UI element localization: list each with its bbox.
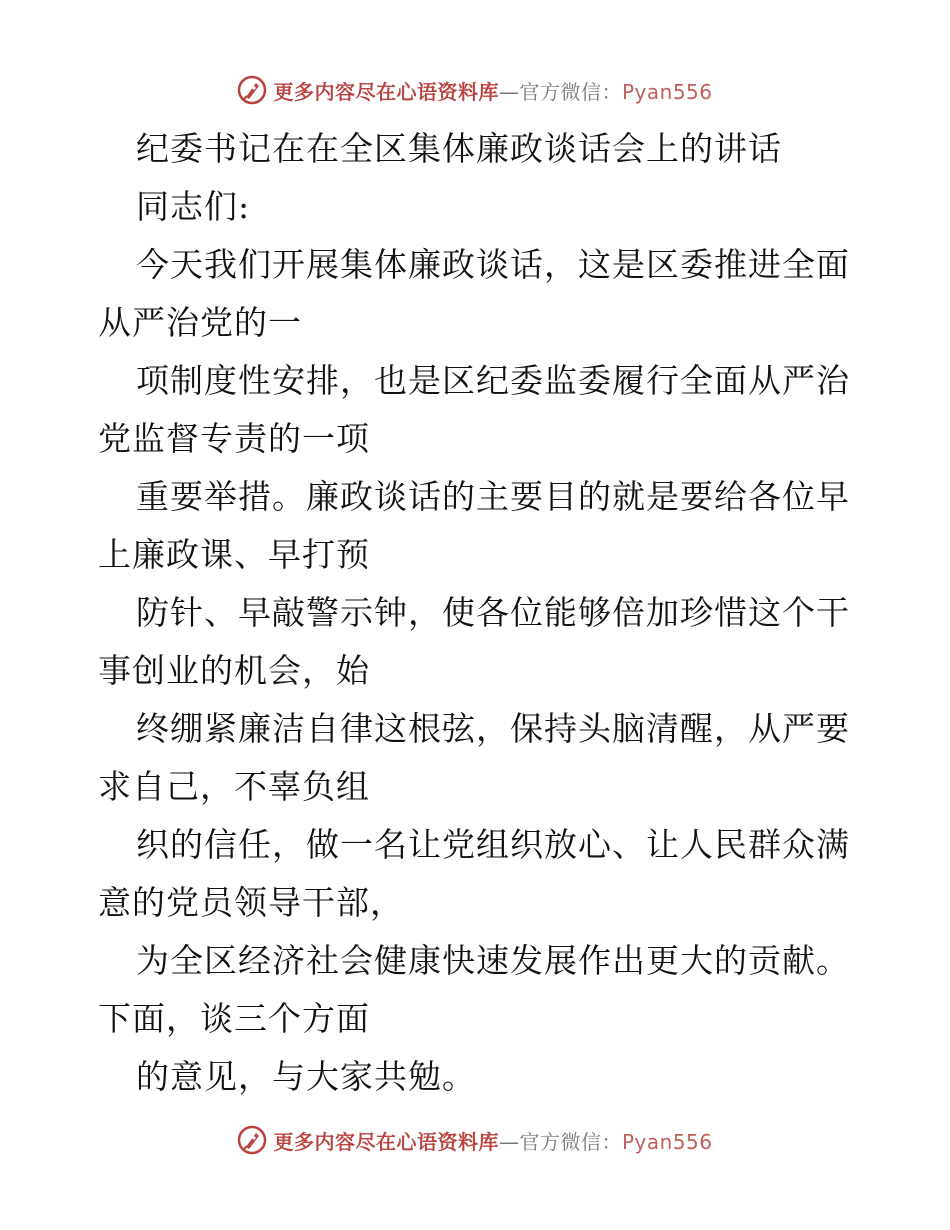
document-title: 纪委书记在在全区集体廉政谈话会上的讲话	[136, 129, 782, 168]
watermark-text	[273, 76, 712, 105]
paragraph-line: 重要举措。廉政谈话的主要目的就是要给各位早	[136, 477, 850, 516]
document-body	[98, 120, 858, 1106]
paragraph-line: 同志们:	[136, 187, 251, 226]
watermark-wechat-id: Pyan556	[621, 79, 713, 104]
watermark-text	[273, 1126, 712, 1155]
paragraph-line: 上廉政课、早打预	[98, 535, 370, 574]
watermark-site-name: 更多内容尽在心语资料库	[273, 79, 499, 104]
paragraph-line: 从严治党的一	[98, 303, 302, 342]
paragraph-line: 事创业的机会，始	[98, 651, 370, 690]
paragraph-line: 意的党员领导干部，	[98, 883, 404, 922]
watermark-wechat-id: Pyan556	[621, 1129, 713, 1154]
paragraph-line: 下面，谈三个方面	[98, 999, 370, 1038]
watermark-site-name: 更多内容尽在心语资料库	[273, 1129, 499, 1154]
pen-nib-logo-icon	[237, 1125, 267, 1155]
paragraph-line: 防针、早敲警示钟，使各位能够倍加珍惜这个干	[136, 593, 850, 632]
watermark-wechat-label: —官方微信：	[498, 1129, 622, 1154]
paragraph-line: 的意见，与大家共勉。	[136, 1057, 476, 1096]
paragraph-line: 求自己，不辜负组	[98, 767, 370, 806]
paragraph-line: 今天我们开展集体廉政谈话，这是区委推进全面	[136, 245, 850, 284]
watermark-wechat-label: —官方微信：	[498, 79, 622, 104]
watermark-banner-top	[0, 70, 950, 110]
watermark-banner-bottom	[0, 1120, 950, 1160]
paragraph-line: 织的信任，做一名让党组织放心、让人民群众满	[136, 825, 850, 864]
paragraph-line: 为全区经济社会健康快速发展作出更大的贡献。	[136, 941, 850, 980]
paragraph-line: 终绷紧廉洁自律这根弦，保持头脑清醒，从严要	[136, 709, 850, 748]
paragraph-line: 党监督专责的一项	[98, 419, 370, 458]
pen-nib-logo-icon	[237, 75, 267, 105]
paragraph-line: 项制度性安排，也是区纪委监委履行全面从严治	[136, 361, 850, 400]
